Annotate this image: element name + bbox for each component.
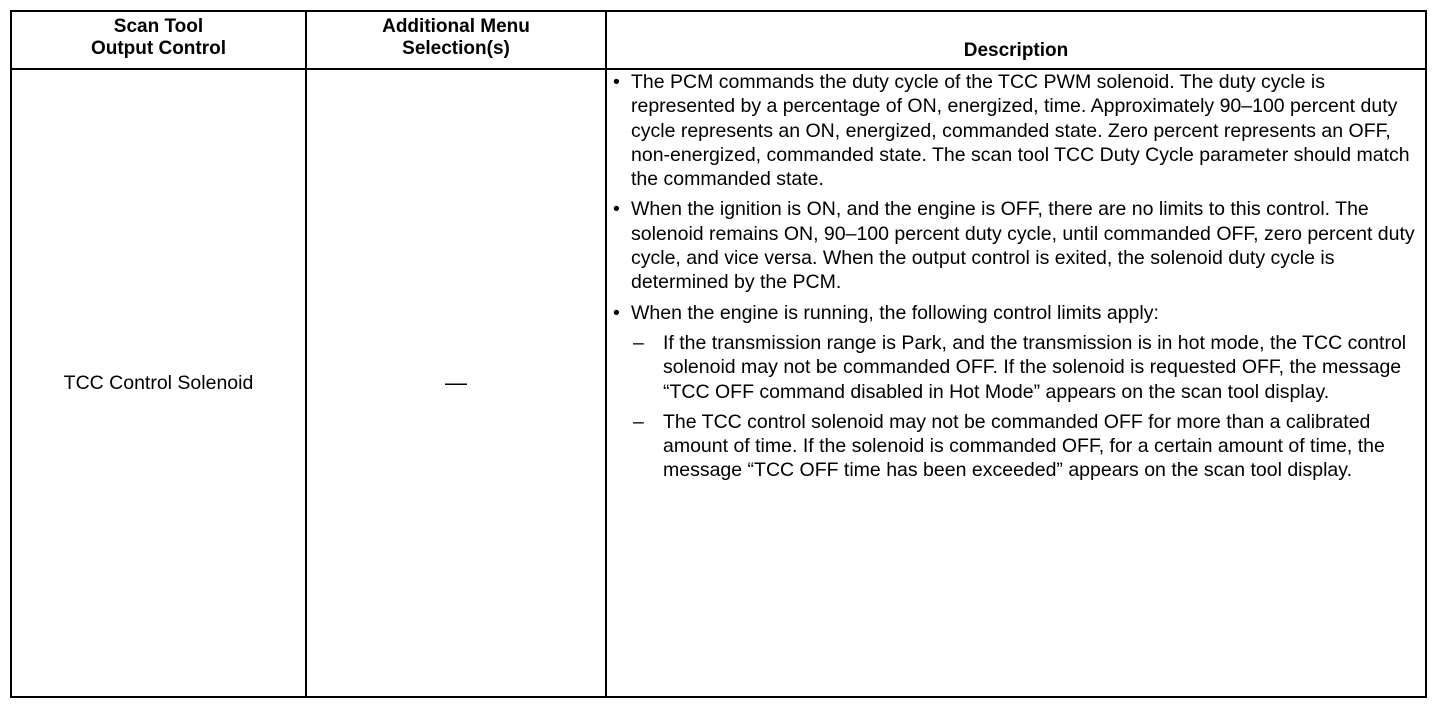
bullet-item bbox=[607, 301, 1425, 483]
header-description: Description bbox=[606, 11, 1426, 69]
header-additional-menu-selections bbox=[306, 11, 606, 69]
header-col1-line2: Output Control bbox=[90, 38, 227, 59]
header-scan-tool-output-control bbox=[11, 11, 306, 69]
bullet-text: When the ignition is ON, and the engine is OFF, there are no limits to this control. The solenoid remains ON, 90–100 percent duty cycle, until commanded OFF, zero percent duty cycle, and vice versa. When the output control is exited, the solenoid duty cycle is determined by the PCM. bbox=[631, 198, 1415, 294]
dash-marker: – bbox=[633, 331, 644, 354]
output-control-table bbox=[10, 10, 1427, 698]
table-header-row bbox=[11, 11, 1426, 69]
sub-item bbox=[631, 410, 1425, 483]
bullet-text: The PCM commands the duty cycle of the TCC PWM solenoid. The duty cycle is represented by a percentage of ON, energized, time. Approximately 90–100 percent duty cycle represents an ON, energized, commanded state. Zero percent represents an OFF, non-energized, commanded state. The scan tool TCC Duty Cycle parameter should match the commanded state. bbox=[631, 71, 1410, 191]
bullet-item bbox=[607, 197, 1425, 294]
header-col2-line2: Selection(s) bbox=[402, 38, 510, 59]
dash-marker: – bbox=[633, 410, 644, 433]
menu-selection-cell: — bbox=[306, 69, 606, 697]
sub-item-text: The TCC control solenoid may not be commanded OFF for more than a calibrated amount of time. If the solenoid is commanded OFF, for a certain amount of time, the message “TCC OFF time has been exceeded” appears on the scan tool display. bbox=[663, 410, 1385, 482]
output-control-cell: TCC Control Solenoid bbox=[11, 69, 306, 697]
header-col2-line1: Additional Menu bbox=[382, 16, 530, 37]
header-col1-line1: Scan Tool bbox=[113, 16, 204, 37]
description-bullet-list bbox=[607, 70, 1425, 483]
sub-item bbox=[631, 331, 1425, 404]
description-cell bbox=[606, 69, 1426, 697]
bullet-marker: • bbox=[613, 198, 620, 221]
control-limits-list bbox=[631, 331, 1425, 483]
table-row bbox=[11, 69, 1426, 697]
bullet-marker: • bbox=[613, 71, 620, 93]
bullet-text: When the engine is running, the following control limits apply: bbox=[631, 301, 1159, 324]
bullet-marker: • bbox=[613, 301, 620, 324]
sub-item-text: If the transmission range is Park, and the transmission is in hot mode, the TCC control solenoid may not be commanded OFF. If the solenoid is requested OFF, the message “TCC OFF command disabled in Hot Mode” appears on the scan tool display. bbox=[663, 331, 1407, 403]
bullet-item bbox=[607, 70, 1425, 191]
